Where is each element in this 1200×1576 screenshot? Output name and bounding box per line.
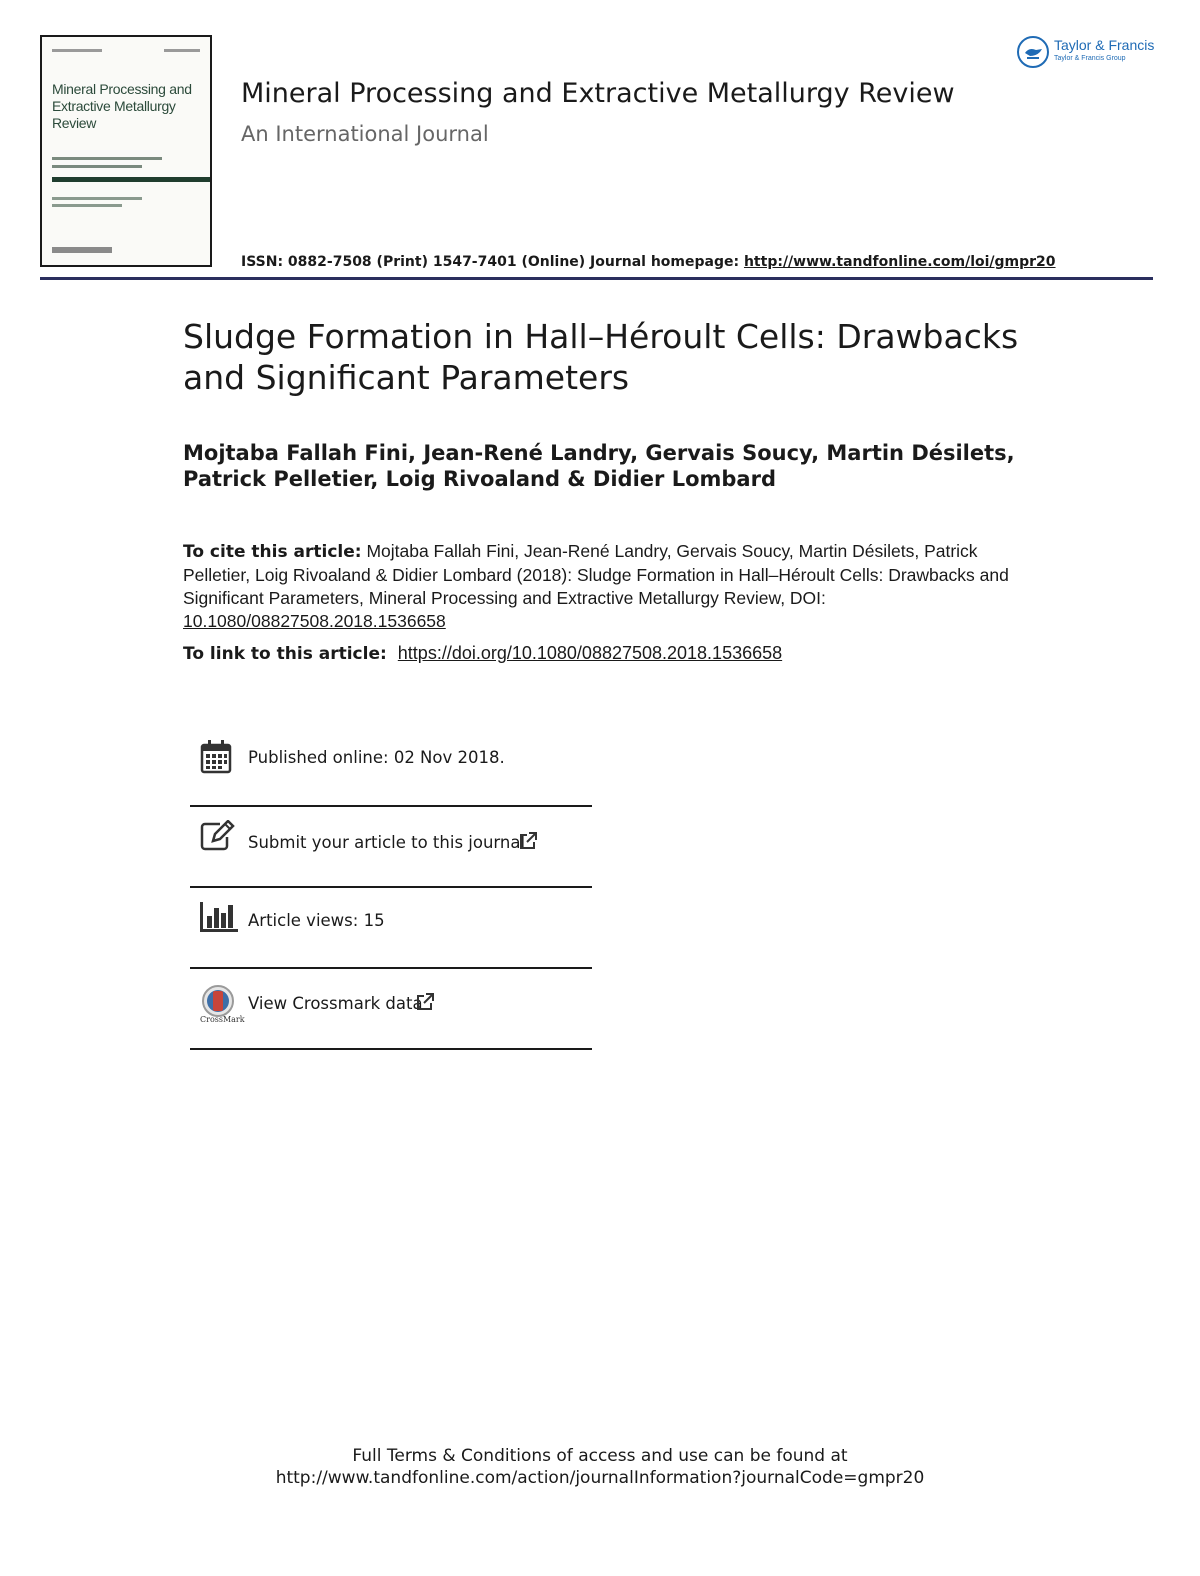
divider xyxy=(190,967,592,969)
cite-text: Mojtaba Fallah Fini, Jean-René Landry, Gervais Soucy, Martin Désilets, Patrick Pelletier, Loig Rivoaland & Didier Lombard (2018): Sludge Formation in Hall–Héroult Cells: Drawbacks and Significant Parameters, Mineral Processing and Extractive Metallurgy Review, DOI: xyxy=(183,541,1009,608)
edit-icon xyxy=(200,820,236,852)
views-row xyxy=(190,900,592,940)
article-authors: Mojtaba Fallah Fini, Jean-René Landry, Gervais Soucy, Martin Désilets, Patrick Pelletier, Loig Rivoaland & Didier Lombard xyxy=(183,441,1015,491)
article-title: Sludge Formation in Hall–Héroult Cells: Drawbacks and Significant Parameters xyxy=(183,317,1019,397)
crossmark-badge-label: CrossMark xyxy=(200,1015,245,1024)
cite-label: To cite this article: xyxy=(183,542,362,562)
cover-publisher-mark xyxy=(52,247,112,253)
taylor-francis-lamp-icon xyxy=(1016,35,1050,69)
published-date: Published online: 02 Nov 2018. xyxy=(248,748,505,767)
calendar-icon xyxy=(200,740,232,774)
citation-block xyxy=(183,540,1043,633)
link-label: To link to this article: xyxy=(183,644,387,664)
cover-volume-lines xyxy=(52,197,142,211)
journal-subtitle: An International Journal xyxy=(241,122,489,146)
article-views: Article views: 15 xyxy=(248,911,385,930)
crossmark-row[interactable] xyxy=(190,985,592,1027)
journal-title: Mineral Processing and Extractive Metallurgy Review xyxy=(241,78,955,109)
taylor-francis-logo[interactable] xyxy=(1016,35,1156,71)
issn-text: ISSN: 0882-7508 (Print) 1547-7401 (Online) Journal homepage: xyxy=(241,254,740,270)
external-link-icon xyxy=(416,993,434,1011)
submit-row[interactable] xyxy=(190,820,592,860)
published-row xyxy=(190,740,592,780)
crossmark-icon xyxy=(202,985,234,1017)
publisher-name: Taylor & Francis xyxy=(1054,37,1155,53)
view-crossmark-link[interactable]: View Crossmark data xyxy=(248,994,423,1013)
cover-title: Mineral Processing and Extractive Metallurgy Review xyxy=(52,81,192,131)
divider xyxy=(190,886,592,888)
article-link-line xyxy=(183,643,782,664)
journal-cover-image xyxy=(40,35,212,267)
cover-top-row xyxy=(52,49,200,52)
footer-terms-link[interactable]: http://www.tandfonline.com/action/journalInformation?journalCode=gmpr20 xyxy=(275,1468,925,1488)
external-link-icon xyxy=(519,832,537,850)
bar-chart-icon xyxy=(200,902,238,932)
cover-band xyxy=(52,177,210,182)
issn-line xyxy=(241,254,1056,270)
footer-terms xyxy=(0,1445,1200,1489)
divider xyxy=(190,1048,592,1050)
journal-homepage-link[interactable]: http://www.tandfonline.com/loi/gmpr20 xyxy=(743,254,1056,270)
cover-subtitle-lines xyxy=(52,157,162,173)
footer-line-1: Full Terms & Conditions of access and use can be found at xyxy=(352,1446,848,1466)
divider xyxy=(190,805,592,807)
publisher-group: Taylor & Francis Group xyxy=(1054,55,1126,62)
submit-article-link[interactable]: Submit your article to this journal xyxy=(248,833,526,852)
cite-doi-link[interactable]: 10.1080/08827508.2018.1536658 xyxy=(183,611,446,631)
article-doi-link[interactable]: https://doi.org/10.1080/08827508.2018.1536658 xyxy=(397,643,783,663)
header-rule xyxy=(40,277,1153,280)
